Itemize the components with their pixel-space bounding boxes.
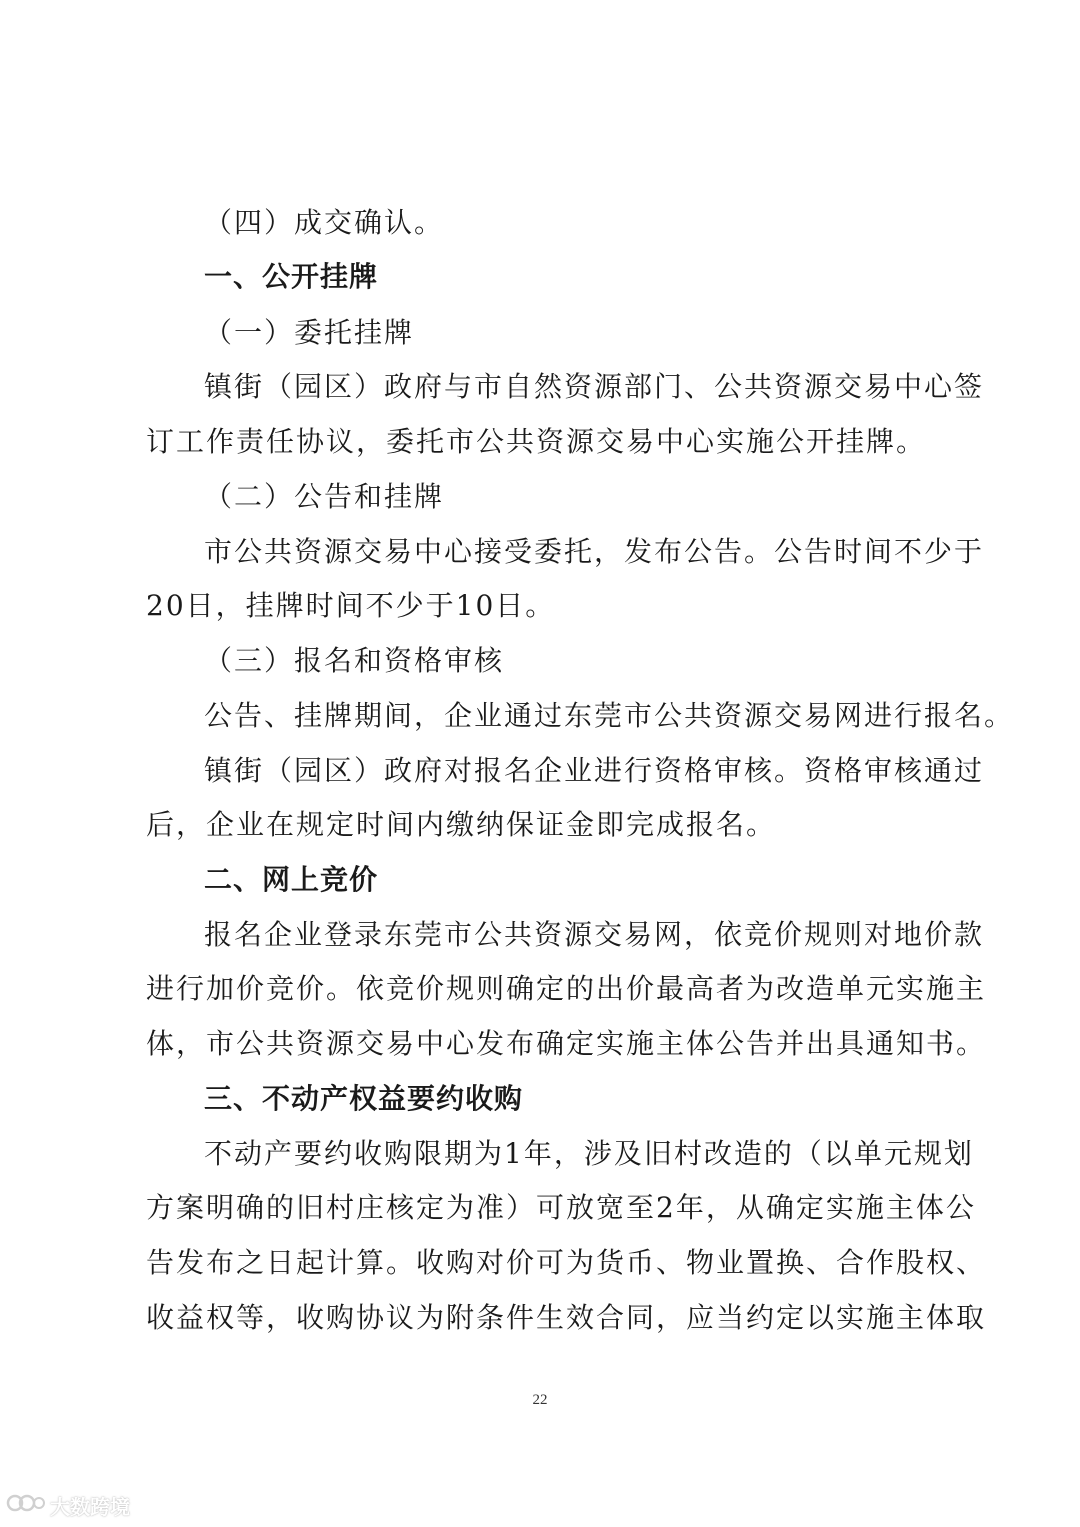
paragraph-line: 体，市公共资源交易中心发布确定实施主体公告并出具通知书。 (146, 1027, 987, 1060)
paragraph-line: 不动产要约收购限期为1年，涉及旧村改造的（以单元规划 (204, 1137, 974, 1170)
section-heading-public-listing: 一、公开挂牌 (204, 260, 379, 293)
paragraph-line: 公告、挂牌期间，企业通过东莞市公共资源交易网进行报名。 (204, 699, 1015, 732)
paragraph-line: 20日，挂牌时间不少于10日。 (146, 589, 556, 622)
section-heading-acquisition: 三、不动产权益要约收购 (204, 1082, 524, 1115)
section-heading-online-bidding: 二、网上竞价 (204, 863, 379, 896)
paragraph-line: 告发布之日起计算。收购对价可为货币、物业置换、合作股权、 (146, 1246, 987, 1279)
paragraph-line: 市公共资源交易中心接受委托，发布公告。公告时间不少于 (204, 535, 985, 568)
paragraph-line: 镇街（园区）政府对报名企业进行资格审核。资格审核通过 (204, 754, 985, 787)
paragraph-line: 订工作责任协议，委托市公共资源交易中心实施公开挂牌。 (146, 425, 927, 458)
watermark-logo-icon (6, 1490, 46, 1520)
page-number: 22 (532, 1392, 548, 1408)
paragraph-line: 报名企业登录东莞市公共资源交易网，依竞价规则对地价款 (204, 918, 985, 951)
subsection-entrust-listing: （一）委托挂牌 (204, 316, 415, 349)
paragraph-line: 后，企业在规定时间内缴纳保证金即完成报名。 (146, 808, 777, 841)
watermark (6, 1490, 130, 1520)
paragraph-line: 收益权等，收购协议为附条件生效合同，应当约定以实施主体取 (146, 1301, 987, 1334)
paragraph-line: 进行加价竞价。依竞价规则确定的出价最高者为改造单元实施主 (146, 972, 987, 1005)
subsection-transaction-confirm: （四）成交确认。 (204, 206, 445, 239)
subsection-announcement: （二）公告和挂牌 (204, 480, 445, 513)
paragraph-line: 方案明确的旧村庄核定为准）可放宽至2年，从确定实施主体公 (146, 1191, 976, 1224)
watermark-text: 大数跨境 (50, 1494, 130, 1519)
paragraph-line: 镇街（园区）政府与市自然资源部门、公共资源交易中心签 (204, 370, 985, 403)
subsection-registration: （三）报名和资格审核 (204, 644, 505, 677)
